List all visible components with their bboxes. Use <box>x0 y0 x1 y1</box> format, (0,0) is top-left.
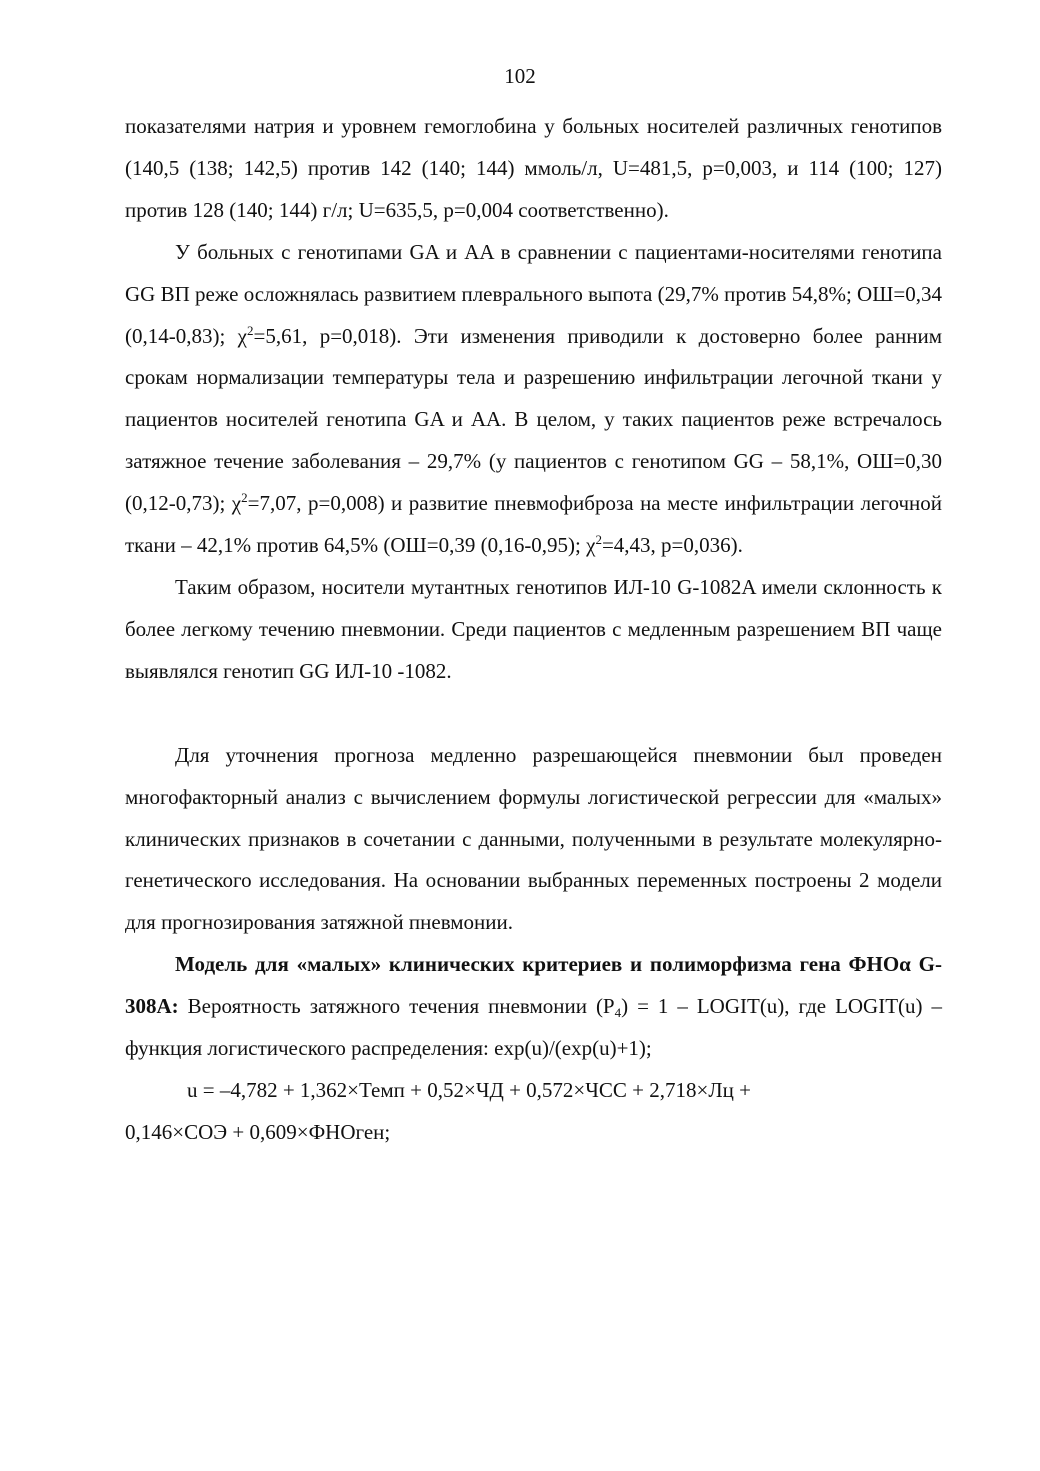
paragraph-sodium-hemoglobin: показателями натрия и уровнем гемоглобина у больных носителей различных генотипов (140,5 (138; 142,5) против 142 (140; 144) ммоль/л, U=481,5, p=0,003, и 114 (100; 127) против 128 (140; 144) г/л; U=635,5, p=0,004 соответственно). <box>125 114 942 222</box>
paragraph-model-definition <box>125 944 942 1070</box>
paragraph-text: =5,61, p=0,018). Эти изменения приводили к достоверно более ранним срокам нормализации температуры тела и разрешению инфильтрации легочной ткани у пациентов носителей генотипа GA и AA. В целом, у таких пациентов реже встречалось затяжное течение заболевания – 29,7% (у пациентов с генотипом GG – 58,1%, ОШ=0,30 (0,12-0,73); χ <box>125 323 942 516</box>
paragraph-text: =4,43, p=0,036). <box>601 533 743 558</box>
paragraph-text: ) = 1 – LOGIT(u), где LOGIT(u) – функция логистического распределения: exp(u)/(exp(u)+1); <box>125 994 942 1061</box>
formula-line-2: 0,146×СОЭ + 0,609×ФНОген; <box>125 1119 391 1144</box>
formula-line-1: u = –4,782 + 1,362×Темп + 0,52×ЧД + 0,572×ЧСС + 2,718×Лц + <box>187 1077 751 1102</box>
superscript: 2 <box>241 490 248 506</box>
document-body <box>125 106 942 1154</box>
paragraph-genotypes-ga-aa <box>125 232 942 567</box>
page-number: 102 <box>504 64 536 88</box>
superscript: 2 <box>247 322 254 338</box>
paragraph-text: =7,07, p=0,008) и развитие пневмофиброза на месте инфильтрации легочной ткани – 42,1% против 64,5% (ОШ=0,39 (0,16-0,95); χ <box>125 491 942 558</box>
paragraph-multifactor-analysis: Для уточнения прогноза медленно разрешающейся пневмонии был проведен многофакторный анализ с вычислением формулы логистической регрессии для «малых» клинических признаков в сочетании с данными, полученными в результате молекулярно-генетического исследования. На основании выбранных переменных построены 2 модели для прогнозирования затяжной пневмонии. <box>125 742 942 935</box>
subscript: 4 <box>614 1005 622 1021</box>
superscript: 2 <box>595 532 602 548</box>
model-heading: Модель для «малых» клинических критериев и полиморфизма гена ФНОα G-308A: <box>125 952 942 1019</box>
paragraph-text: Вероятность затяжного течения пневмонии (Р <box>178 994 615 1019</box>
paragraph-conclusion: Таким образом, носители мутантных генотипов ИЛ-10 G-1082A имели склонность к более легкому течению пневмонии. Среди пациентов с медленным разрешением ВП чаще выявлялся генотип GG ИЛ-10 -1082. <box>125 574 942 683</box>
paragraph-spacer <box>125 693 942 735</box>
paragraph-text: У больных с генотипами GA и AA в сравнении с пациентами-носителями генотипа GG ВП реже осложнялась развитием плеврального выпота (29,7% против 54,8%; ОШ=0,34 (0,14-0,83); χ <box>125 239 942 348</box>
